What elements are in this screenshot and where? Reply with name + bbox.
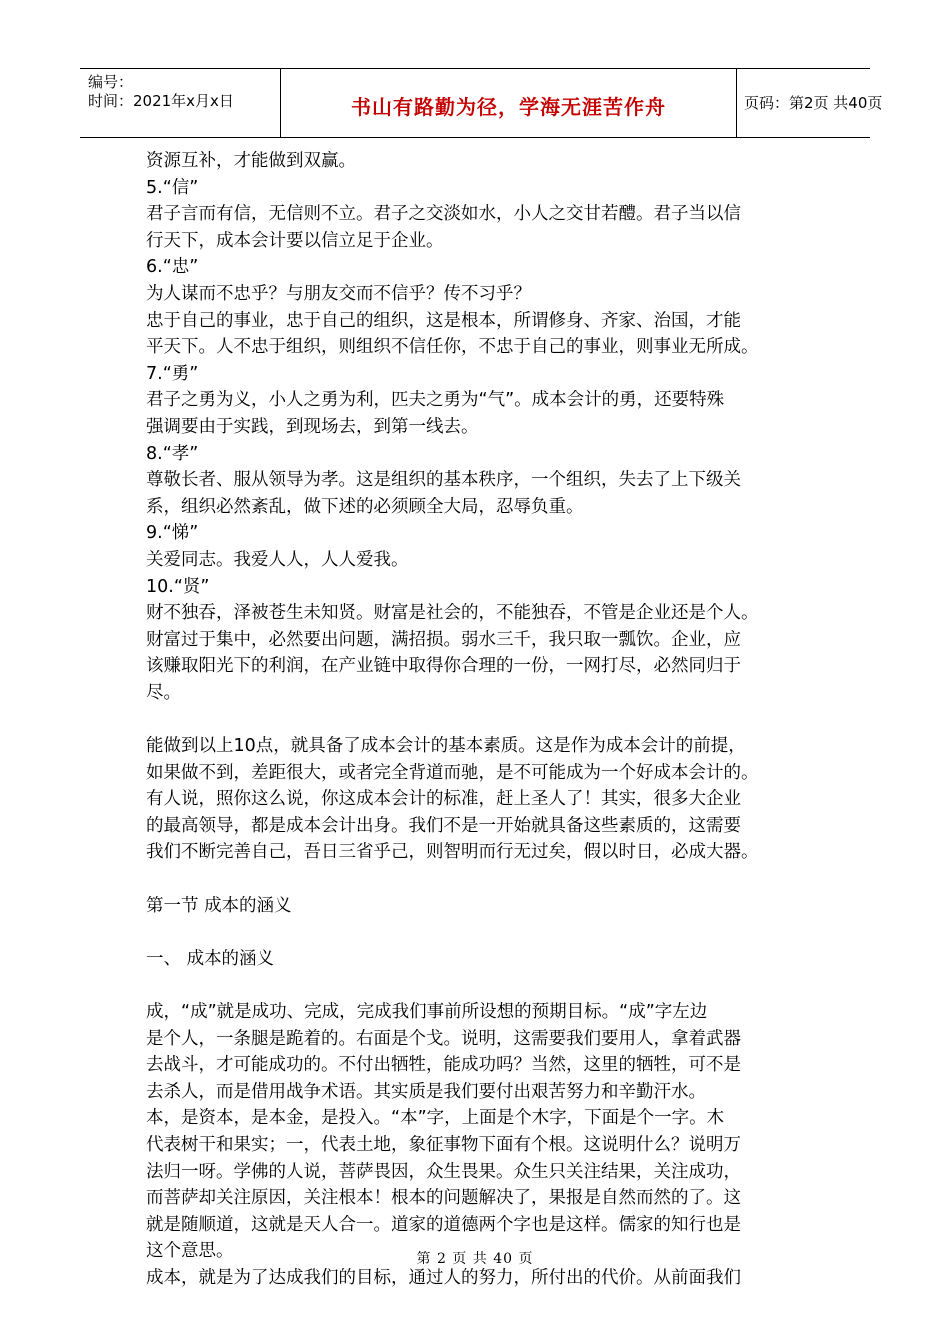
text-line: 去战斗，才可能成功的。不付出牺牲，能成功吗？当然，这里的牺牲，可不是 xyxy=(146,1055,741,1076)
page-footer: 第 2 页 共 40 页 xyxy=(416,1251,534,1267)
text-line: 君子言而有信，无信则不立。君子之交淡如水，小人之交甘若醴。君子当以信 xyxy=(146,204,741,225)
text-line: 是个人，一条腿是跪着的。右面是个戈。说明，这需要我们要用人，拿着武器 xyxy=(146,1028,741,1049)
subsection-heading: 一、 成本的涵义 xyxy=(146,948,275,969)
page-header xyxy=(80,68,883,138)
text-line: 能做到以上10点，就具备了成本会计的基本素质。这是作为成本会计的前提， xyxy=(146,736,746,757)
text-line: 而菩萨却关注原因，关注根本！根本的问题解决了，果报是自然而然的了。这 xyxy=(146,1188,741,1209)
text-line: 该赚取阳光下的利润，在产业链中取得你合理的一份，一网打尽，必然同归于 xyxy=(146,656,741,677)
text-line: 尊敬长者、服从领导为孝。这是组织的基本秩序，一个组织，失去了上下级关 xyxy=(146,470,741,491)
text-line: 我们不断完善自己，吾日三省乎己，则智明而行无过矣，假以时日，必成大器。 xyxy=(146,842,759,863)
header-motto-cell xyxy=(280,69,737,137)
header-page-cell xyxy=(736,69,883,137)
text-line: 这个意思。 xyxy=(146,1241,234,1262)
document-number-label: 编号： xyxy=(88,73,134,91)
text-line: 去杀人，而是借用战争术语。其实质是我们要付出艰苦努力和辛勤汗水。 xyxy=(146,1081,706,1102)
header-motto: 书山有路勤为径，学海无涯苦作舟 xyxy=(351,95,666,119)
text-line: 资源互补，才能做到双赢。 xyxy=(146,151,356,171)
text-line: 就是随顺道，这就是天人合一。道家的道德两个字也是这样。儒家的知行也是 xyxy=(146,1214,741,1235)
text-line: 代表树干和果实；一，代表土地，象征事物下面有个根。这说明什么？说明万 xyxy=(146,1134,741,1155)
text-line: 有人说，照你这么说，你这成本会计的标准，赶上圣人了！其实，很多大企业 xyxy=(146,789,741,810)
section-heading-ti: 9.“悌” xyxy=(146,523,199,544)
text-line: 强调要由于实践，到现场去，到第一线去。 xyxy=(146,416,479,437)
section-heading-yong: 7.“勇” xyxy=(146,363,199,384)
text-line: 系，组织必然紊乱，做下述的必须顾全大局，忍辱负重。 xyxy=(146,496,584,517)
header-meta-cell xyxy=(80,69,280,137)
document-time-label: 时间：2021年x月x日 xyxy=(88,92,234,110)
chapter-heading: 第一节 成本的涵义 xyxy=(146,895,292,916)
document-body xyxy=(146,148,816,1292)
text-line: 君子之勇为义，小人之勇为利，匹夫之勇为“气”。成本会计的勇，还要特殊 xyxy=(146,390,725,411)
text-line: 平天下。人不忠于组织，则组织不信任你，不忠于自己的事业，则事业无所成。 xyxy=(146,337,759,358)
text-line: 法归一呀。学佛的人说，菩萨畏因，众生畏果。众生只关注结果，关注成功， xyxy=(146,1161,741,1182)
text-line: 如果做不到，差距很大，或者完全背道而驰，是不可能成为一个好成本会计的。 xyxy=(146,762,759,783)
text-line: 关爱同志。我爱人人，人人爱我。 xyxy=(146,549,409,570)
text-line: 尽。 xyxy=(146,682,181,703)
text-line: 本，是资本，是本金，是投入。“本”字，上面是个木字，下面是个一字。木 xyxy=(146,1108,725,1129)
header-page-info: 页码：第2页 共40页 xyxy=(744,94,883,112)
text-line: 成本，就是为了达成我们的目标，通过人的努力，所付出的代价。从前面我们 xyxy=(146,1267,741,1288)
text-line: 的最高领导，都是成本会计出身。我们不是一开始就具备这些素质的，这需要 xyxy=(146,815,741,836)
section-heading-xin: 5.“信” xyxy=(146,177,199,198)
text-line: 忠于自己的事业，忠于自己的组织，这是根本，所谓修身、齐家、治国，才能 xyxy=(146,310,741,331)
text-line: 成，“成”就是成功、完成，完成我们事前所设想的预期目标。“成”字左边 xyxy=(146,1002,708,1022)
text-line: 财不独吞，泽被苍生未知贤。财富是社会的，不能独吞，不管是企业还是个人。 xyxy=(146,603,759,624)
text-line: 行天下，成本会计要以信立足于企业。 xyxy=(146,230,444,251)
section-heading-xian: 10.“贤” xyxy=(146,576,210,597)
text-line: 财富过于集中，必然要出问题，满招损。弱水三千，我只取一瓢饮。企业，应 xyxy=(146,629,741,650)
text-line: 为人谋而不忠乎？与朋友交而不信乎？传不习乎？ xyxy=(146,283,531,304)
section-heading-xiao: 8.“孝” xyxy=(146,443,199,464)
section-heading-zhong: 6.“忠” xyxy=(146,257,199,278)
